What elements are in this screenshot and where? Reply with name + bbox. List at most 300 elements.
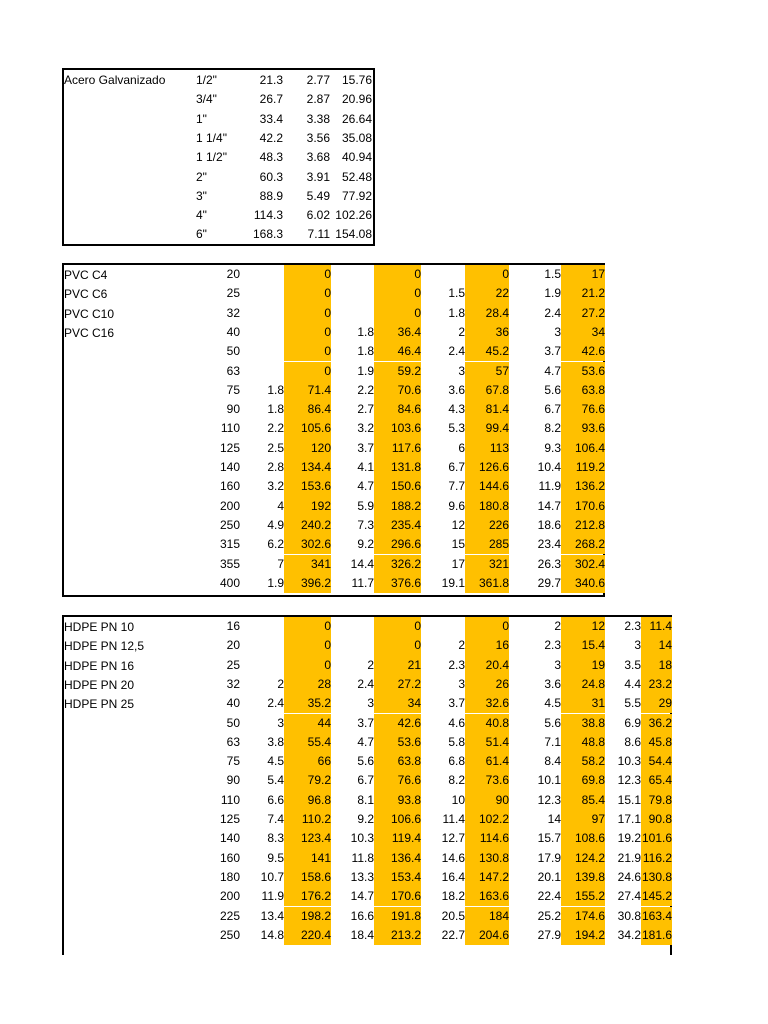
hdpe-cell: 2.3 (448, 657, 465, 672)
hdpe-cell: 44 (284, 714, 331, 733)
pvc-row (64, 381, 603, 400)
pvc-cell: 2.8 (267, 460, 284, 474)
steel-cell: 88.9 (259, 188, 283, 203)
hdpe-cell: 20.1 (537, 869, 561, 884)
hdpe-cell: 16.4 (441, 869, 465, 884)
hdpe-cell: 194.2 (561, 926, 605, 945)
hdpe-cell: 125 (219, 812, 240, 826)
pvc-cell: 3.2 (267, 479, 284, 494)
hdpe-cell: 153.4 (374, 868, 421, 887)
hdpe-cell: 0 (374, 636, 421, 655)
hdpe-cell: 106.6 (374, 810, 421, 829)
hdpe-cell: 93.8 (374, 791, 421, 810)
pvc-cell: 45.2 (465, 342, 509, 361)
steel-cell: 7.11 (307, 227, 330, 242)
hdpe-cell: 9.2 (357, 812, 374, 826)
hdpe-cell: 29 (641, 694, 672, 713)
steel-row (64, 90, 373, 109)
pvc-cell: 53.6 (561, 362, 605, 381)
hdpe-cell: 96.8 (284, 791, 331, 810)
hdpe-cell: 225 (219, 908, 240, 923)
hdpe-cell: 3.7 (448, 696, 465, 711)
pvc-cell: 105.6 (284, 419, 331, 438)
hdpe-cell: 139.8 (561, 868, 605, 887)
hdpe-cell: 12.3 (537, 792, 561, 807)
pvc-cell: 250 (219, 517, 240, 532)
pvc-cell: 22 (465, 284, 509, 303)
hdpe-cell: 198.2 (284, 907, 331, 926)
hdpe-cell: 136.4 (374, 849, 421, 868)
steel-cell: 4" (196, 208, 207, 223)
hdpe-cell: 163.4 (641, 907, 672, 926)
hdpe-row (64, 714, 670, 733)
pvc-row (64, 458, 603, 477)
hdpe-cell (240, 617, 284, 636)
hdpe-cell: 7.4 (267, 812, 284, 826)
hdpe-cell: 75 (226, 754, 240, 769)
hdpe-cell: 2.4 (357, 676, 374, 691)
pvc-cell: 1.5 (448, 286, 465, 301)
steel-cell: 1" (196, 111, 207, 126)
hdpe-cell: 36.2 (641, 714, 672, 733)
hdpe-cell: 2 (458, 638, 465, 653)
hdpe-cell: 97 (561, 810, 605, 829)
hdpe-cell: 28 (284, 675, 331, 694)
hdpe-cell: 4.5 (267, 754, 284, 769)
steel-cell: 33.4 (259, 111, 283, 126)
pvc-cell: 1.9 (267, 575, 284, 590)
hdpe-cell: 19 (561, 656, 605, 675)
pvc-row (64, 439, 603, 458)
steel-cell: 168.3 (252, 227, 283, 242)
hdpe-cell: 13.3 (350, 869, 374, 884)
pvc-cell: 28.4 (465, 304, 509, 323)
hdpe-cell: 17.1 (617, 812, 641, 826)
pvc-cell: 14.7 (537, 498, 561, 513)
hdpe-cell: 16 (226, 619, 240, 633)
hdpe-cell: 2.3 (624, 619, 641, 633)
pvc-cell: 0 (284, 342, 331, 361)
hdpe-cell: 31 (561, 694, 605, 713)
hdpe-cell: 7.1 (544, 734, 561, 749)
pvc-cell: 400 (219, 575, 240, 590)
pvc-cell: 302.6 (284, 535, 331, 554)
pvc-row (64, 342, 603, 361)
pvc-cell: 6 (458, 440, 465, 455)
hdpe-cell: 4.5 (544, 696, 561, 711)
pvc-cell: 2 (458, 324, 465, 339)
hdpe-cell: 3.7 (357, 715, 374, 730)
steel-cell: 2.77 (306, 73, 330, 87)
hdpe-row (64, 617, 670, 636)
hdpe-cell: 145.2 (641, 887, 672, 906)
hdpe-cell: 2 (554, 619, 561, 633)
hdpe-cell: 108.6 (561, 829, 605, 848)
hdpe-cell: 26 (465, 675, 509, 694)
pvc-cell: 21.2 (561, 284, 605, 303)
pvc-cell: 9.6 (448, 498, 465, 513)
pvc-cell: 0 (374, 284, 421, 303)
pvc-cell: 6.7 (448, 460, 465, 474)
pvc-row (64, 574, 603, 593)
pvc-cell (421, 265, 465, 284)
steel-cell: 5.49 (306, 188, 330, 203)
hdpe-cell: 101.6 (641, 829, 672, 848)
hdpe-cell: 141 (284, 849, 331, 868)
hdpe-cell: 20.5 (441, 908, 465, 923)
hdpe-cell: 79.8 (641, 791, 672, 810)
pvc-cell: 3 (554, 324, 561, 339)
hdpe-cell: 0 (284, 636, 331, 655)
hdpe-row (64, 849, 670, 868)
pvc-cell: 2.4 (448, 344, 465, 359)
pvc-cell: 75 (226, 382, 240, 397)
pvc-row (64, 304, 603, 323)
steel-cell: 26.64 (341, 111, 372, 126)
pvc-cell: 341 (284, 555, 331, 574)
hdpe-cell (240, 636, 284, 655)
pvc-cell: 59.2 (374, 362, 421, 381)
pvc-cell: 0 (374, 265, 421, 284)
pvc-cell: 4.1 (357, 460, 374, 474)
steel-cell: 21.3 (259, 73, 283, 87)
pvc-cell: 110 (220, 421, 240, 436)
hdpe-cell: 5.6 (357, 754, 374, 769)
hdpe-cell: 27.9 (537, 927, 561, 942)
pvc-cell: 71.4 (284, 381, 331, 400)
pvc-cell: 1.9 (544, 286, 561, 301)
pvc-class-label: PVC C6 (64, 287, 108, 302)
hdpe-cell: 16 (465, 636, 509, 655)
hdpe-cell: 32.6 (465, 694, 509, 713)
hdpe-cell: 8.2 (448, 773, 465, 788)
pvc-cell: 103.6 (374, 419, 421, 438)
hdpe-cell: 102.2 (465, 810, 509, 829)
hdpe-cell: 2.3 (544, 638, 561, 653)
pvc-cell: 296.6 (374, 535, 421, 554)
pvc-cell: 7 (277, 556, 284, 571)
pvc-cell: 120 (284, 439, 331, 458)
hdpe-cell: 170.6 (374, 887, 421, 906)
hdpe-cell: 4.7 (357, 734, 374, 749)
hdpe-cell: 8.4 (544, 754, 561, 769)
pvc-cell: 6.7 (544, 402, 561, 417)
hdpe-cell: 14.6 (441, 850, 465, 865)
pvc-cell: 2.4 (544, 305, 561, 320)
hdpe-cell: 10.3 (350, 831, 374, 846)
hdpe-cell: 85.4 (561, 791, 605, 810)
pvc-cell (331, 284, 374, 303)
pvc-cell: 42.6 (561, 342, 605, 361)
hdpe-cell: 12.3 (617, 773, 641, 788)
steel-cell: 1 1/2" (196, 150, 227, 165)
steel-cell: 1/2" (196, 73, 217, 87)
hdpe-cell: 2 (277, 676, 284, 691)
pvc-row (64, 477, 603, 496)
pvc-cell: 1.8 (267, 402, 284, 417)
hdpe-cell: 191.8 (374, 907, 421, 926)
steel-cell: 3/4" (196, 92, 217, 107)
steel-cell: 20.96 (341, 92, 372, 107)
hdpe-cell: 4.6 (448, 715, 465, 730)
pvc-cell: 20 (226, 267, 240, 281)
pvc-cell: 5.3 (448, 421, 465, 436)
steel-cell: 154.08 (335, 227, 372, 242)
hdpe-cell: 140 (219, 831, 240, 846)
pvc-cell: 170.6 (561, 497, 605, 516)
hdpe-row (64, 926, 670, 945)
pvc-cell: 70.6 (374, 381, 421, 400)
hdpe-cell: 35.2 (284, 694, 331, 713)
hdpe-cell: 25.2 (537, 908, 561, 923)
steel-row (64, 148, 373, 167)
hdpe-cell: 12.7 (441, 831, 465, 846)
hdpe-row (64, 656, 670, 675)
pvc-cell: 192 (284, 497, 331, 516)
hdpe-cell: 3 (554, 657, 561, 672)
hdpe-cell: 11.9 (261, 889, 284, 904)
pvc-class-label: PVC C4 (64, 268, 108, 282)
hdpe-pipe-table (62, 615, 672, 955)
steel-cell: 42.2 (259, 130, 283, 145)
hdpe-cell: 3.8 (267, 734, 284, 749)
hdpe-cell: 21 (374, 656, 421, 675)
pvc-cell: 125 (219, 440, 240, 455)
hdpe-cell: 90 (465, 791, 509, 810)
pvc-cell: 2.2 (267, 421, 284, 436)
pvc-cell: 9.2 (357, 537, 374, 552)
pvc-cell (240, 362, 284, 381)
pvc-row (64, 419, 603, 438)
hdpe-cell: 10.3 (617, 754, 641, 769)
hdpe-cell: 8.3 (267, 831, 284, 846)
pvc-cell: 27.2 (561, 304, 605, 323)
hdpe-row (64, 887, 670, 906)
pvc-cell: 131.8 (374, 458, 421, 477)
pvc-cell: 355 (219, 556, 240, 571)
pvc-cell: 396.2 (284, 574, 331, 593)
hdpe-cell: 25 (226, 657, 240, 672)
hdpe-cell: 11.8 (351, 850, 374, 865)
pvc-cell: 4.3 (448, 402, 465, 417)
pvc-cell: 3 (458, 363, 465, 378)
hdpe-cell: 42.6 (374, 714, 421, 733)
hdpe-cell: 180 (219, 869, 240, 884)
hdpe-row (64, 829, 670, 848)
hdpe-cell: 116.2 (641, 849, 672, 868)
hdpe-cell: 2.4 (267, 696, 284, 711)
hdpe-cell: 10 (451, 792, 465, 807)
pvc-cell: 63.8 (561, 381, 605, 400)
pvc-cell: 67.8 (465, 381, 509, 400)
hdpe-cell: 5.6 (544, 715, 561, 730)
steel-row (64, 225, 373, 244)
steel-cell: 2" (196, 169, 207, 184)
pvc-cell: 188.2 (374, 497, 421, 516)
pvc-row (64, 284, 603, 303)
pvc-cell: 0 (284, 304, 331, 323)
pvc-row (64, 400, 603, 419)
pvc-cell: 81.4 (465, 400, 509, 419)
pvc-cell (240, 342, 284, 361)
pvc-cell: 18.6 (537, 517, 561, 532)
hdpe-row (64, 675, 670, 694)
pvc-cell: 5.9 (357, 498, 374, 513)
pvc-cell: 160 (219, 479, 240, 494)
hdpe-cell: 50 (226, 715, 240, 730)
hdpe-class-label: HDPE PN 12,5 (64, 639, 145, 654)
pvc-cell: 4.9 (267, 517, 284, 532)
pvc-cell: 1.8 (357, 344, 374, 359)
pvc-cell: 126.6 (465, 458, 509, 477)
steel-cell: 1 1/4" (196, 130, 227, 145)
hdpe-row (64, 752, 670, 771)
steel-cell: 102.26 (335, 208, 372, 223)
pvc-cell (240, 323, 284, 342)
hdpe-cell: 32 (226, 676, 240, 691)
hdpe-cell: 55.4 (284, 733, 331, 752)
hdpe-cell: 53.6 (374, 733, 421, 752)
pvc-cell: 1.8 (357, 324, 374, 339)
pvc-cell: 285 (465, 535, 509, 554)
pvc-cell: 90 (226, 402, 240, 417)
pvc-cell: 19.1 (441, 575, 465, 590)
hdpe-row (64, 868, 670, 887)
pvc-cell: 7.3 (357, 517, 374, 532)
hdpe-cell: 40.8 (465, 714, 509, 733)
hdpe-cell: 79.2 (284, 771, 331, 790)
hdpe-cell: 45.8 (641, 733, 672, 752)
pvc-cell: 153.6 (284, 477, 331, 496)
hdpe-cell: 123.4 (284, 829, 331, 848)
hdpe-cell: 4.4 (624, 676, 641, 691)
steel-cell: 3.38 (306, 111, 330, 126)
hdpe-cell: 5.8 (448, 734, 465, 749)
pvc-cell: 106.4 (561, 439, 605, 458)
hdpe-class-label: HDPE PN 16 (64, 658, 135, 673)
hdpe-cell: 119.4 (374, 829, 421, 848)
hdpe-cell: 17.9 (537, 850, 561, 865)
pvc-cell: 144.6 (465, 477, 509, 496)
hdpe-cell: 5.5 (624, 696, 641, 711)
steel-row (64, 110, 373, 129)
hdpe-row (64, 771, 670, 790)
pvc-cell (240, 265, 284, 284)
pvc-cell: 117.6 (374, 439, 421, 458)
pvc-cell: 14.4 (350, 556, 374, 571)
pvc-cell (331, 304, 374, 323)
hdpe-cell: 90.8 (641, 810, 672, 829)
pvc-cell: 10.4 (537, 460, 561, 474)
pvc-cell: 76.6 (561, 400, 605, 419)
hdpe-cell: 8.1 (357, 792, 374, 807)
hdpe-row (64, 907, 670, 926)
hdpe-cell: 220.4 (284, 926, 331, 945)
steel-cell: 52.48 (341, 169, 372, 184)
pvc-cell: 180.8 (465, 497, 509, 516)
hdpe-cell: 160 (219, 850, 240, 865)
pvc-cell: 1.8 (267, 382, 284, 397)
pvc-cell: 46.4 (374, 342, 421, 361)
pvc-cell: 63 (226, 363, 240, 378)
hdpe-cell: 130.8 (641, 868, 672, 887)
pvc-cell: 7.7 (448, 479, 465, 494)
pvc-pipe-table (62, 263, 605, 597)
hdpe-cell: 23.2 (641, 675, 672, 694)
pvc-cell: 0 (284, 362, 331, 381)
pvc-cell: 93.6 (561, 419, 605, 438)
hdpe-cell: 5.4 (267, 773, 284, 788)
hdpe-cell: 0 (284, 617, 331, 636)
pvc-cell: 1.8 (448, 305, 465, 320)
pvc-cell: 315 (219, 537, 240, 552)
steel-cell: 3.56 (306, 130, 330, 145)
hdpe-cell: 14.7 (350, 889, 374, 904)
pvc-cell: 226 (465, 516, 509, 535)
pvc-cell: 200 (219, 498, 240, 513)
hdpe-cell: 61.4 (465, 752, 509, 771)
hdpe-cell: 0 (374, 617, 421, 636)
pvc-cell (331, 265, 374, 284)
pvc-cell: 2.5 (267, 440, 284, 455)
hdpe-cell: 30.8 (617, 908, 641, 923)
pvc-cell: 240.2 (284, 516, 331, 535)
hdpe-cell: 2 (367, 657, 374, 672)
hdpe-cell: 3.5 (624, 657, 641, 672)
pvc-cell (240, 304, 284, 323)
hdpe-cell: 3 (634, 638, 641, 653)
pvc-cell: 302.4 (561, 555, 605, 574)
pvc-row (64, 265, 603, 284)
pvc-cell: 3.7 (357, 440, 374, 455)
pvc-cell: 3.2 (357, 421, 374, 436)
pvc-cell: 140 (219, 460, 240, 474)
hdpe-cell: 14.8 (260, 927, 284, 942)
steel-cell: 15.76 (341, 73, 372, 87)
hdpe-cell: 114.6 (465, 829, 509, 848)
pvc-cell: 321 (465, 555, 509, 574)
pvc-row (64, 362, 603, 381)
hdpe-cell: 174.6 (561, 907, 605, 926)
steel-cell: 114.3 (253, 208, 283, 223)
hdpe-cell: 6.9 (624, 715, 641, 730)
hdpe-cell: 181.6 (641, 926, 672, 945)
hdpe-cell: 22.7 (441, 927, 465, 942)
hdpe-class-label: HDPE PN 10 (64, 620, 135, 634)
steel-cell: 48.3 (259, 150, 283, 165)
hdpe-cell: 73.6 (465, 771, 509, 790)
hdpe-cell: 11.4 (641, 617, 672, 636)
hdpe-cell: 130.8 (465, 849, 509, 868)
hdpe-cell: 58.2 (561, 752, 605, 771)
pvc-cell: 12 (451, 517, 465, 532)
steel-cell: 2.87 (306, 92, 330, 107)
pvc-class-label: PVC C10 (64, 306, 115, 321)
pvc-cell: 119.2 (561, 458, 605, 477)
hdpe-class-label: HDPE PN 25 (64, 697, 135, 712)
steel-cell: 3.91 (306, 169, 330, 184)
hdpe-cell: 54.4 (641, 752, 672, 771)
hdpe-cell: 155.2 (561, 887, 605, 906)
hdpe-cell: 163.6 (465, 887, 509, 906)
hdpe-cell: 51.4 (465, 733, 509, 752)
steel-row (64, 168, 373, 187)
hdpe-cell: 66 (284, 752, 331, 771)
pvc-cell: 26.3 (537, 556, 561, 571)
hdpe-cell: 19.2 (617, 831, 641, 846)
pvc-cell: 29.7 (537, 575, 561, 590)
steel-cell: 26.7 (259, 92, 283, 107)
